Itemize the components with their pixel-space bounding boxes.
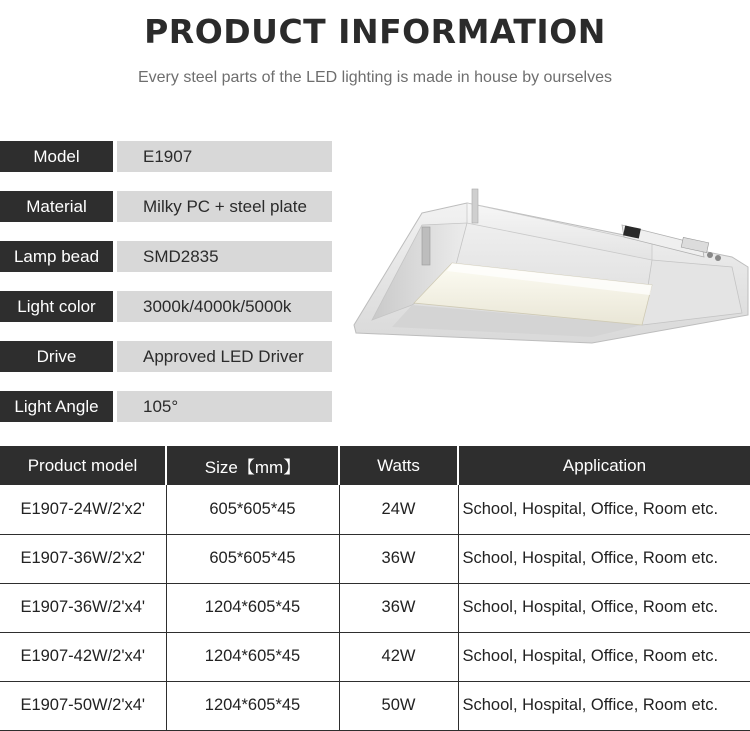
cell-application: School, Hospital, Office, Room etc. [458,583,750,632]
spec-row-light-angle [0,391,332,422]
spec-label: Light Angle [0,391,113,422]
spec-value: Approved LED Driver [117,341,332,372]
table-row [0,583,750,632]
spec-row-material [0,191,332,222]
spec-label: Model [0,141,113,172]
spec-value: 105° [117,391,332,422]
spec-label: Lamp bead [0,241,113,272]
spec-label: Drive [0,341,113,372]
spec-row-lamp-bead [0,241,332,272]
cell-watts: 50W [339,681,458,730]
cell-size: 1204*605*45 [166,632,339,681]
cell-watts: 42W [339,632,458,681]
spec-value: SMD2835 [117,241,332,272]
cell-product-model: E1907-50W/2'x4' [0,681,166,730]
cell-size: 1204*605*45 [166,583,339,632]
column-header-watts: Watts [339,446,458,485]
table-row [0,632,750,681]
led-troffer-product-image [352,185,750,345]
spec-label: Light color [0,291,113,322]
cell-product-model: E1907-24W/2'x2' [0,485,166,534]
spec-label: Material [0,191,113,222]
cell-watts: 36W [339,583,458,632]
cell-product-model: E1907-36W/2'x2' [0,534,166,583]
cell-watts: 24W [339,485,458,534]
column-header-product-model: Product model [0,446,166,485]
cell-size: 605*605*45 [166,485,339,534]
column-header-application: Application [458,446,750,485]
spec-row-light-color [0,291,332,322]
cell-product-model: E1907-42W/2'x4' [0,632,166,681]
page-subtitle: Every steel parts of the LED lighting is made in house by ourselves [137,69,613,86]
cell-application: School, Hospital, Office, Room etc. [458,485,750,534]
product-table [0,446,750,731]
table-header-row [0,446,750,485]
spec-value: Milky PC + steel plate [117,191,332,222]
page-title: PRODUCT INFORMATION [144,12,606,51]
table-row [0,485,750,534]
column-header-size: Size【mm】 [166,446,339,485]
cell-size: 1204*605*45 [166,681,339,730]
spec-row-drive [0,341,332,372]
spec-value: E1907 [117,141,332,172]
spec-value: 3000k/4000k/5000k [117,291,332,322]
cell-size: 605*605*45 [166,534,339,583]
table-row [0,681,750,730]
cell-watts: 36W [339,534,458,583]
spec-row-model [0,141,332,172]
table-row [0,534,750,583]
cell-application: School, Hospital, Office, Room etc. [458,681,750,730]
cell-product-model: E1907-36W/2'x4' [0,583,166,632]
cell-application: School, Hospital, Office, Room etc. [458,534,750,583]
cell-application: School, Hospital, Office, Room etc. [458,632,750,681]
